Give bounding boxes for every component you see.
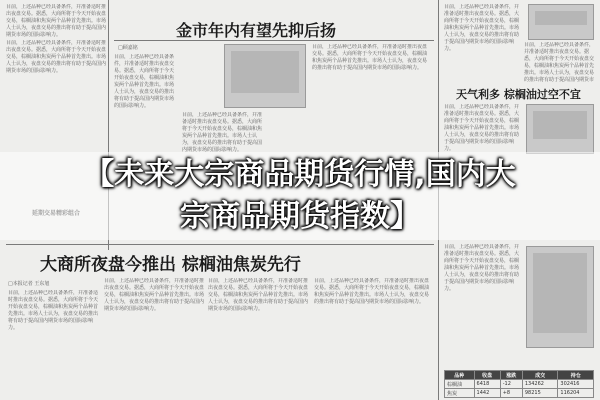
right-col-4: 目前，上述品种已经具备条件，并准备适时推出夜盘交易。据悉，大商所将于今天开始夜盘交易，棕榈油和焦炭两个品种首先推出。市场人士认为，夜盘交易的推出将有助于提高国内期货市场的国际影响力。 bbox=[444, 244, 520, 292]
table-cell: 116204 bbox=[558, 389, 594, 398]
column-left: 目前，上述品种已经具备条件，并准备适时推出夜盘交易。据悉，大商所将于今天开始夜盘交易，棕榈油和焦炭两个品种首先推出。市场人士认为，夜盘交易的推出将有助于提高国内期货市场的国际影响力。 bbox=[6, 4, 106, 38]
right-col-1: 目前，上述品种已经具备条件，并准备适时推出夜盘交易。据悉，大商所将于今天开始夜盘交易，棕榈油和焦炭两个品种首先推出。市场人士认为，夜盘交易的推出将有助于提高国内期货市场的国际影响力。 bbox=[444, 4, 520, 52]
price-table bbox=[444, 370, 594, 398]
bottom-col-1: 目前，上述品种已经具备条件，并准备适时推出夜盘交易。据悉，大商所将于今天开始夜盘交易，棕榈油和焦炭两个品种首先推出。市场人士认为，夜盘交易的推出将有助于提高国内期货市场的国际影响力。 bbox=[8, 290, 99, 331]
bottom-headline-rule-top bbox=[6, 244, 434, 245]
table-row bbox=[445, 380, 594, 389]
table-cell: 134262 bbox=[522, 380, 558, 389]
headline-rule bbox=[114, 40, 434, 41]
table-cell: 1442 bbox=[474, 389, 500, 398]
table-header-cell: 成交 bbox=[522, 371, 558, 380]
bottom-headline: 大商所夜盘今推出 棕榈油焦炭先行 bbox=[40, 255, 301, 275]
table-header-row bbox=[445, 371, 594, 380]
bottom-col-4: 目前，上述品种已经具备条件，并准备适时推出夜盘交易。据悉，大商所将于今天开始夜盘交易，棕榈油和焦炭两个品种首先推出。市场人士认为，夜盘交易的推出将有助于提高国内期货市场的国际影响力。 bbox=[314, 278, 430, 305]
top-article-col-2: 目前，上述品种已经具备条件，并准备适时推出夜盘交易。据悉，大商所将于今天开始夜盘交易，棕榈油和焦炭两个品种首先推出。市场人士认为，夜盘交易的推出将有助于提高国内期货市场的国际影响力。 bbox=[182, 112, 263, 152]
top-headline: 金市年内有望先抑后扬 bbox=[176, 21, 337, 40]
right-col-3: 目前，上述品种已经具备条件，并准备适时推出夜盘交易。据悉，大商所将于今天开始夜盘交易，棕榈油和焦炭两个品种首先推出。市场人士认为，夜盘交易的推出将有助于提高国内期货市场的国际影响力。 bbox=[444, 104, 520, 152]
table-cell: 302416 bbox=[558, 380, 594, 389]
table-cell: 6418 bbox=[474, 380, 500, 389]
overlay-title-line-1: 【未来大宗商品期货行情,国内大 bbox=[84, 157, 516, 192]
table-cell: 98215 bbox=[522, 389, 558, 398]
table-header-cell: 涨跌 bbox=[500, 371, 522, 380]
table-header-cell: 收盘 bbox=[474, 371, 500, 380]
table-cell: -12 bbox=[500, 380, 522, 389]
top-article-col-3: 目前，上述品种已经具备条件，并准备适时推出夜盘交易。据悉，大商所将于今天开始夜盘交易，棕榈油和焦炭两个品种首先推出。市场人士认为，夜盘交易的推出将有助于提高国内期货市场的国际影响力。 bbox=[312, 44, 428, 71]
bottom-col-3: 目前，上述品种已经具备条件，并准备适时推出夜盘交易。据悉，大商所将于今天开始夜盘交易，棕榈油和焦炭两个品种首先推出。市场人士认为，夜盘交易的推出将有助于提高国内期货市场的国际影响力。 bbox=[208, 278, 309, 312]
right-headline: 天气利多 棕榈油过空不宜 bbox=[456, 88, 581, 101]
top-byline: □顾嘉铭 bbox=[118, 45, 138, 51]
right-chart-image bbox=[526, 246, 594, 348]
table-header-cell: 品种 bbox=[445, 371, 475, 380]
table-cell: 焦炭 bbox=[445, 389, 475, 398]
bottom-byline: □本报记者 王东旭 bbox=[8, 281, 50, 287]
right-col-2: 目前，上述品种已经具备条件，并准备适时推出夜盘交易。据悉，大商所将于今天开始夜盘交易，棕榈油和焦炭两个品种首先推出。市场人士认为，夜盘交易的推出将有助于提高国内期货市 bbox=[524, 42, 595, 82]
overlay-title-line-2: 宗商品期货指数】 bbox=[180, 199, 420, 234]
top-article-col-1: 目前，上述品种已经具备条件，并准备适时推出夜盘交易。据悉，大商所将于今天开始夜盘交易，棕榈油和焦炭两个品种首先推出。市场人士认为，夜盘交易的推出将有助于提高国内期货市场的国际影响力。 bbox=[114, 54, 175, 109]
gold-photo bbox=[224, 44, 306, 108]
table-cell: 棕榈油 bbox=[445, 380, 475, 389]
bottom-col-2: 目前，上述品种已经具备条件，并准备适时推出夜盘交易。据悉，大商所将于今天开始夜盘交易，棕榈油和焦炭两个品种首先推出。市场人士认为，夜盘交易的推出将有助于提高国内期货市场的国际影响力。 bbox=[104, 278, 204, 312]
table-row bbox=[445, 389, 594, 398]
right-photo-2 bbox=[526, 104, 594, 154]
right-photo bbox=[528, 4, 594, 40]
column-left-2: 目前，上述品种已经具备条件，并准备适时推出夜盘交易。据悉，大商所将于今天开始夜盘交易，棕榈油和焦炭两个品种首先推出。市场人士认为，夜盘交易的推出将有助于提高国内期货市场的国际影响力。 bbox=[6, 40, 106, 74]
table-cell: +8 bbox=[500, 389, 522, 398]
table-header-cell: 持仓 bbox=[558, 371, 594, 380]
